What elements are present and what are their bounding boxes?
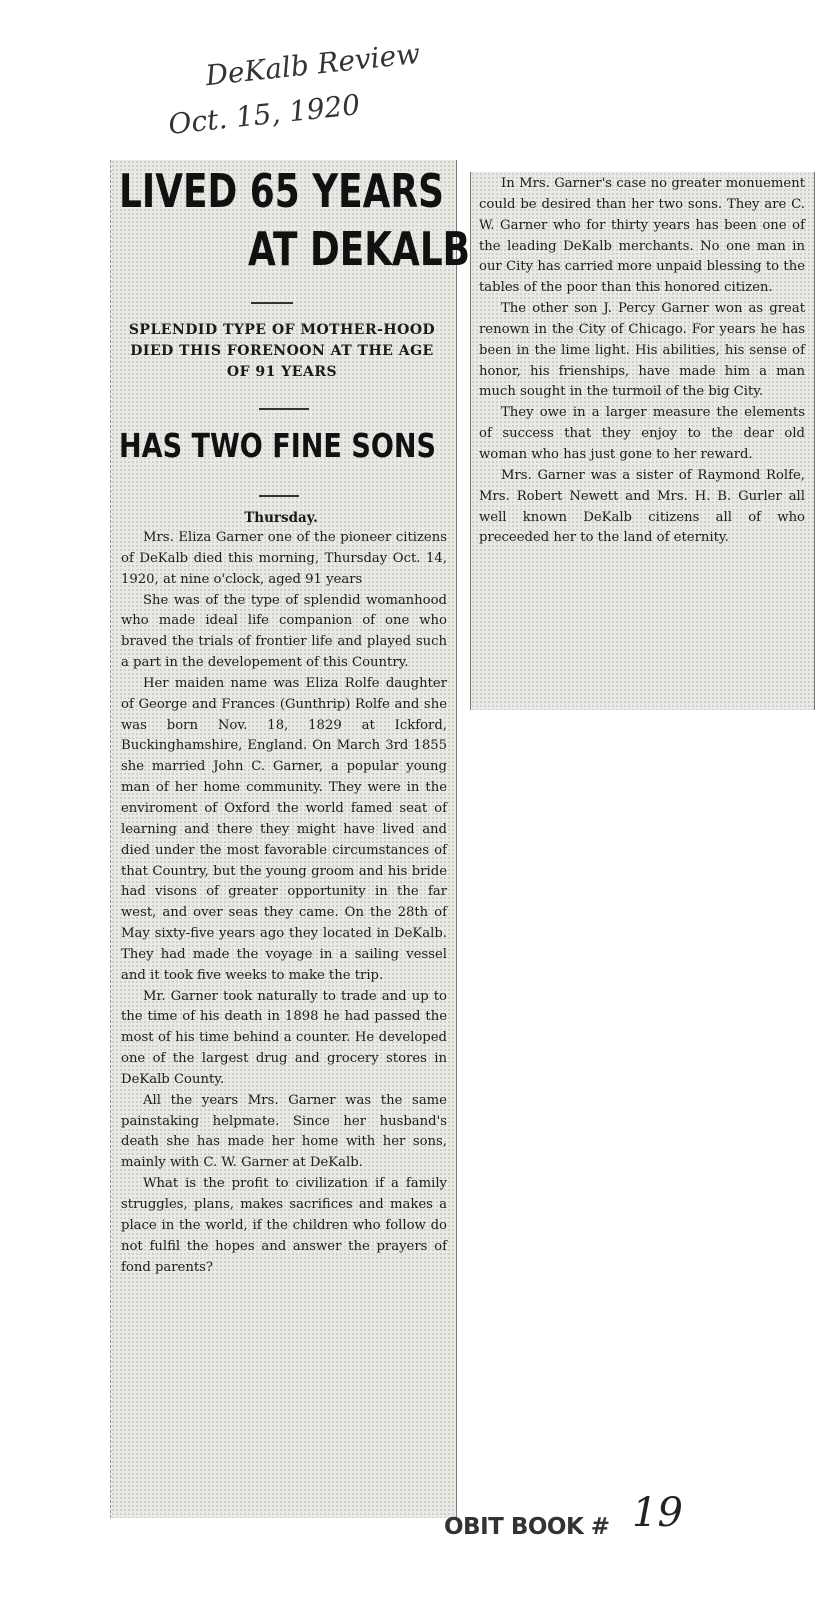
paragraph: They owe in a larger measure the elements of success that they enjoy to the dear old woman who has just gone to her reward. — [479, 405, 805, 462]
subheadline: SPLENDID TYPE OF MOTHER-HOOD DIED THIS FORENOON AT THE AGE OF 91 YEARS — [128, 322, 436, 380]
paragraph: All the years Mrs. Garner was the same painstaking helpmate. Since her husband's death she has made her home with her sons, mainly with C. W. Garner at DeKalb. — [121, 1092, 447, 1171]
paragraph: She was of the type of splendid womanhood who made ideal life companion of one who braved the trials of frontier life and played such a part in the developement of this Country. — [121, 592, 447, 671]
article-body-left — [121, 528, 447, 1278]
dateline: Thursday. — [244, 510, 318, 526]
paragraph: Mrs. Eliza Garner one of the pioneer citizens of DeKalb died this morning, Thursday Oct. 14, 1920, at nine o'clock, aged 91 years — [121, 530, 447, 587]
article-body-right — [479, 174, 805, 549]
paragraph: Mr. Garner took naturally to trade and up to the time of his death in 1898 he had passed the most of his time behind a counter. He developed one of the largest drug and grocery stores in DeKalb County. — [121, 988, 447, 1087]
paragraph: Mrs. Garner was a sister of Raymond Rolfe, Mrs. Robert Newett and Mrs. H. B. Gurler all well known DeKalb citizens all of who preceeded her to the land of eternity. — [479, 467, 805, 546]
divider-rule — [251, 302, 293, 304]
divider-rule — [259, 408, 309, 410]
paragraph: What is the profit to civilization if a family struggles, plans, makes sacrifices and makes a place in the world, if the children who follow do not fulfil the hopes and answer the prayers of fond parents? — [121, 1176, 447, 1275]
headline-line-2: AT DEKALB — [248, 222, 471, 276]
handwritten-date: Oct. 15, 1920 — [166, 88, 362, 141]
paragraph: In Mrs. Garner's case no greater monuement could be desired than her two sons. They are C. W. Garner who for thirty years has been one of the leading DeKalb merchants. No one man in our City has carried more unpaid blessing to the tables of the poor than this honored citizen. — [479, 176, 805, 296]
clipping-column-right — [470, 172, 815, 710]
paragraph: The other son J. Percy Garner won as great renown in the City of Chicago. For years he has been in the lime light. His abilities, his sense of honor, his frienships, have made him a man much sought in the turmoil of the big City. — [479, 301, 805, 400]
paragraph: Her maiden name was Eliza Rolfe daughter of George and Frances (Gunthrip) Rolfe and she was born Nov. 18, 1829 at Ickford, Buckinghamshire, England. On March 3rd 1855 she married John C. Garner, a popular young man of her home community. They were in the enviroment of Oxford the world famed seat of learning and there they might have lived and died under the most favorable circumstances of that Country, but the young groom and his bride had visons of greater opportunity in the far west, and over seas they came. On the 28th of May sixty-five years ago they located in DeKalb. They had made the voyage in a sailing vessel and it took five weeks to make the trip. — [121, 675, 447, 983]
clipping-column-left — [110, 160, 471, 1518]
divider-rule — [259, 495, 299, 497]
headline-line-1: LIVED 65 YEARS — [119, 164, 444, 218]
obit-book-label: OBIT BOOK # — [444, 1514, 610, 1540]
obit-book-number: 19 — [632, 1490, 683, 1536]
headline-secondary: HAS TWO FINE SONS — [119, 426, 436, 465]
handwritten-publication: DeKalb Review — [203, 36, 422, 93]
